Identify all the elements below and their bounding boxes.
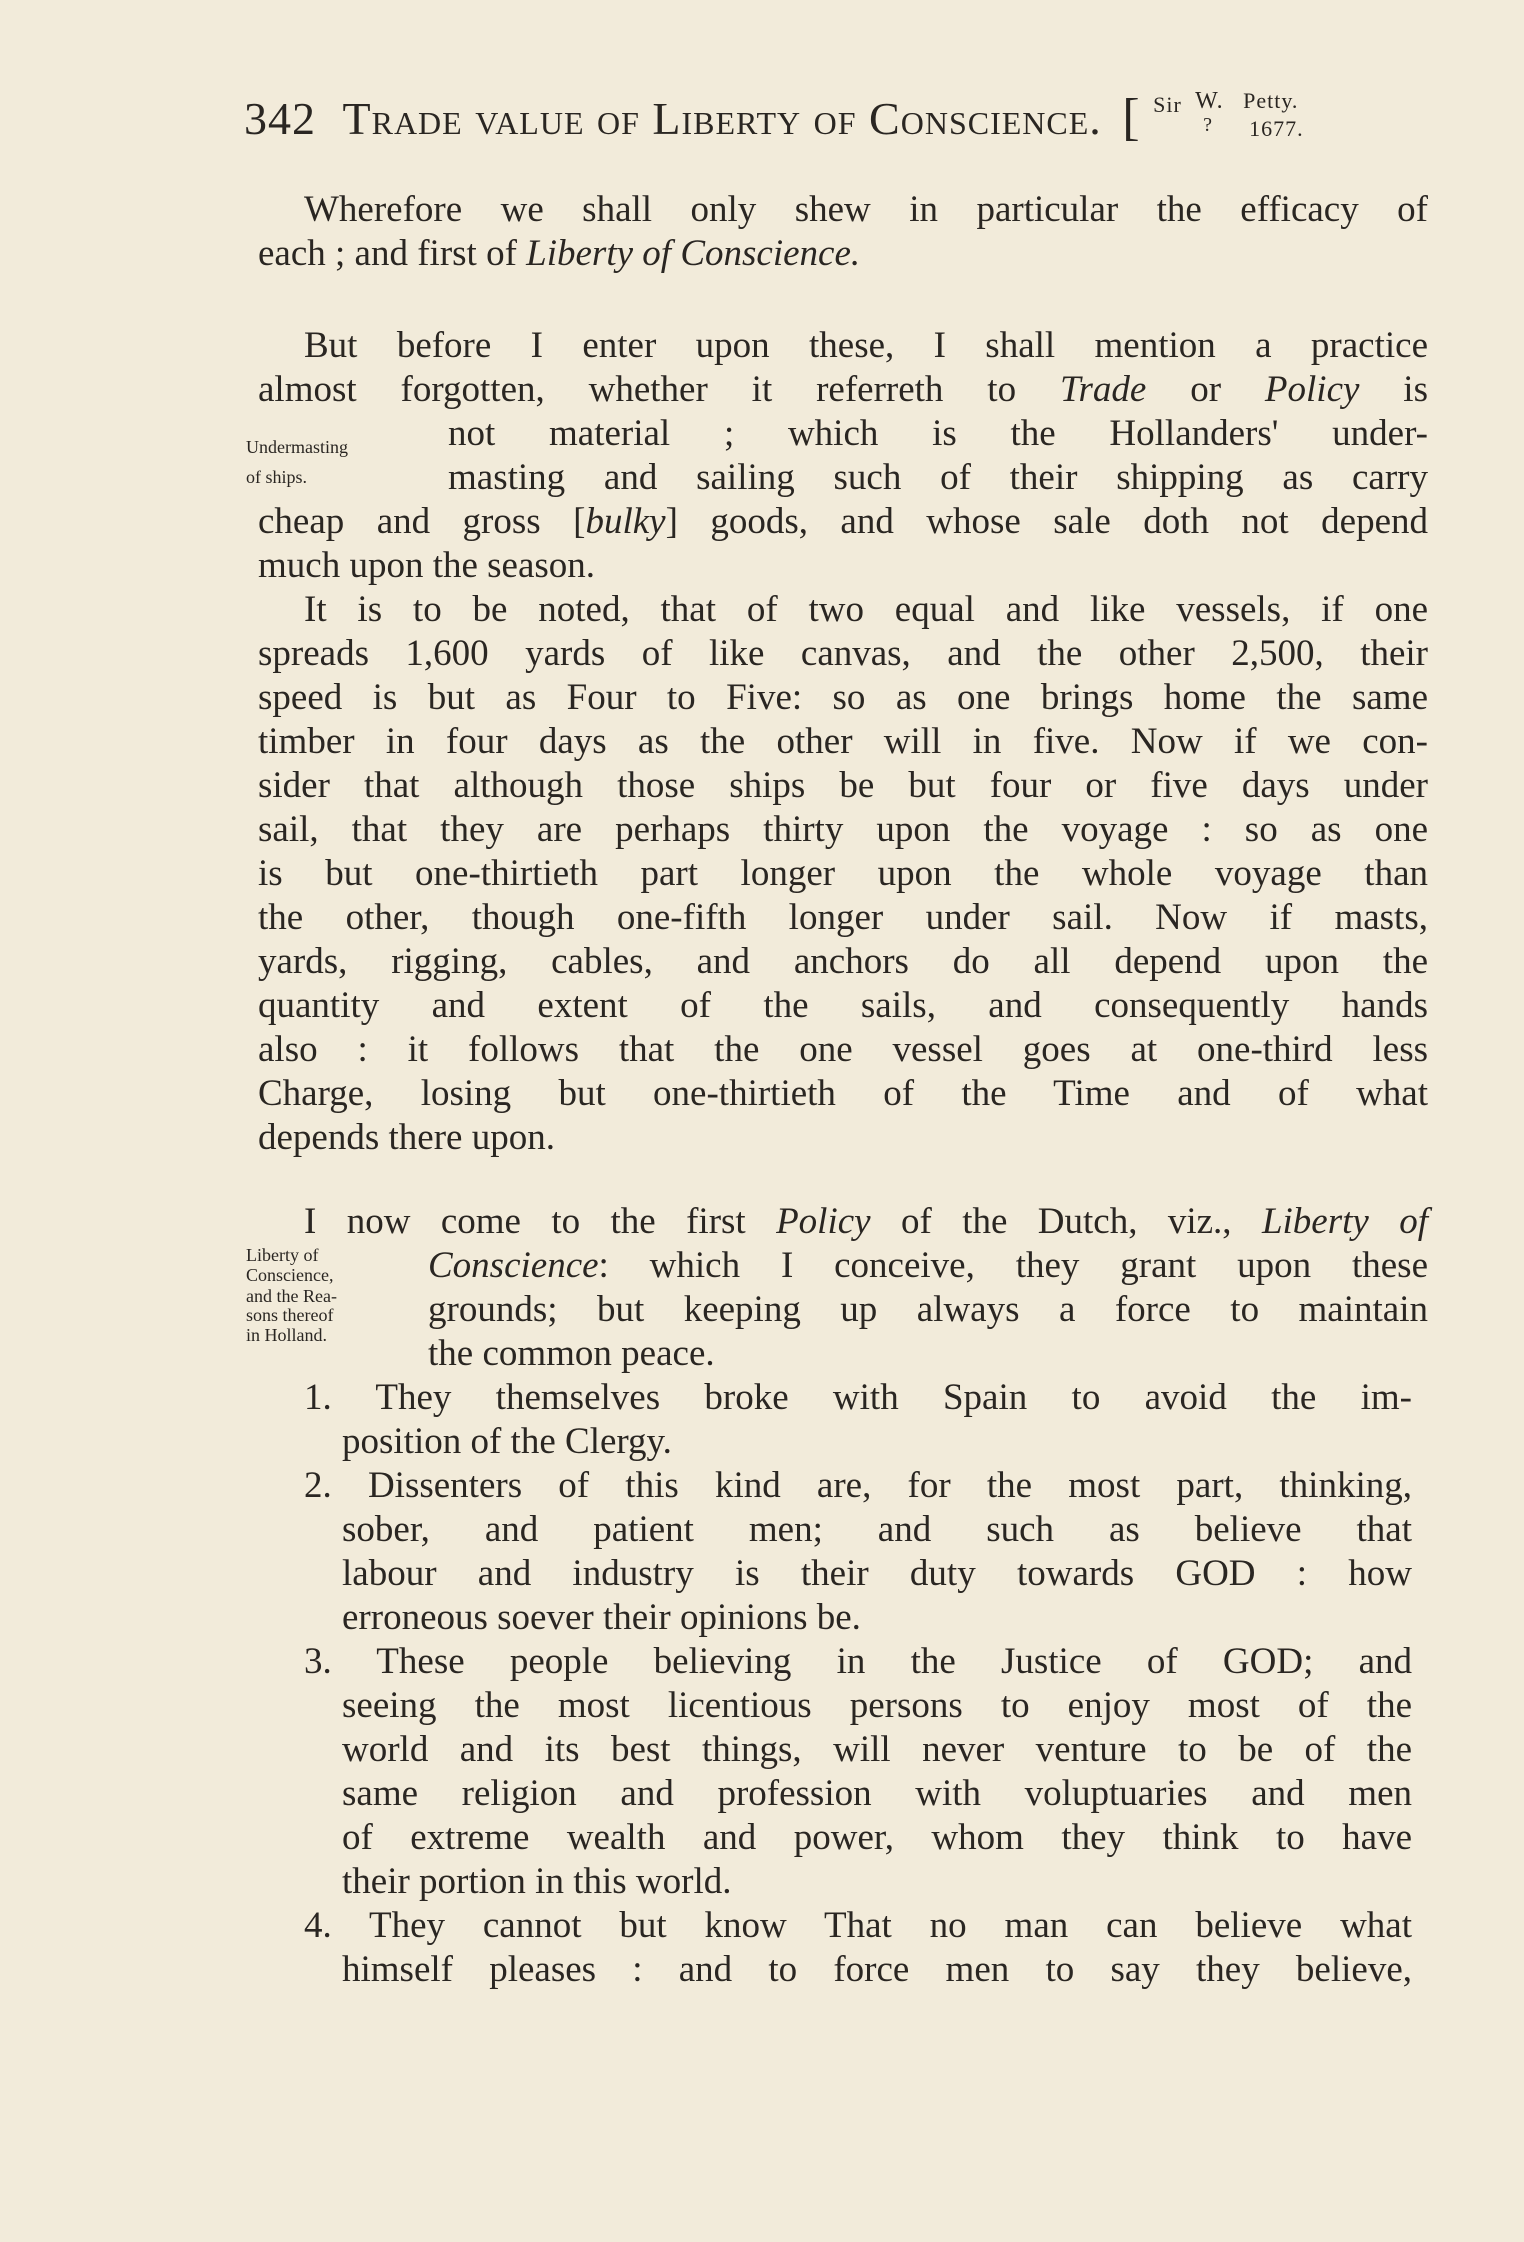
text-line-part: ] goods, and whose sale doth not depend (665, 501, 1428, 542)
margin-note-line: Conscience, (246, 1265, 334, 1285)
text-line: much upon the season. (258, 545, 596, 586)
italic-phrase: Liberty of (1261, 1201, 1428, 1242)
page-number: 342 (244, 93, 316, 144)
text-line: sail, that they are perhaps thirty upon the voyage : so as one (258, 809, 1428, 850)
text-line: seeing the most licentious persons to enjoy most of the (342, 1685, 1412, 1726)
text-line (258, 368, 1428, 412)
text-line: also : it follows that the one vessel goes at one-third less (258, 1029, 1428, 1070)
paragraph-2 (258, 324, 1428, 588)
text-line: depends there upon. (258, 1117, 555, 1158)
margin-note-line: of ships. (246, 467, 308, 487)
list-item (304, 1904, 1412, 1992)
text-line: 1. They themselves broke with Spain to avoid the im- (304, 1377, 1412, 1418)
margin-note-line: Liberty of (246, 1245, 319, 1265)
margin-note-line: sons thereof (246, 1305, 334, 1325)
text-line: 3. These people believing in the Justice of GOD; and (304, 1641, 1412, 1682)
attribution-initial: W. (1195, 88, 1224, 114)
text-line-part: cheap and gross [ (258, 501, 586, 542)
text-line: world and its best things, will never venture to be of the (342, 1729, 1412, 1770)
text-line: It is to be noted, that of two equal and like vessels, if one (304, 589, 1428, 630)
margin-note-liberty (246, 1246, 337, 1346)
text-line-part: or (1146, 369, 1265, 410)
attribution-bracket: [ (1122, 89, 1141, 146)
text-line: position of the Clergy. (342, 1421, 672, 1462)
attribution-sir: Sir (1153, 92, 1182, 117)
text-line (258, 1244, 1428, 1288)
paragraph-3 (258, 588, 1428, 1160)
text-line: 4. They cannot but know That no man can believe what (304, 1905, 1412, 1946)
text-line: erroneous soever their opinions be. (342, 1597, 861, 1638)
italic-phrase: Liberty of Conscience. (526, 233, 861, 274)
text-line: the common peace. (428, 1333, 715, 1374)
attribution-query: ? (1203, 114, 1214, 136)
text-line: Charge, losing but one-thirtieth of the Time and of what (258, 1073, 1428, 1114)
text-line: their portion in this world. (342, 1861, 732, 1902)
text-line: not material ; which is the Hollanders' under- (448, 413, 1428, 454)
text-line (258, 232, 1428, 276)
list-item (304, 1640, 1412, 1904)
text-line: same religion and profession with voluptuaries and men (342, 1773, 1412, 1814)
list-item (304, 1376, 1412, 1464)
italic-word: Trade (1059, 369, 1147, 410)
running-head (244, 88, 1444, 148)
attribution-name: Petty. (1243, 88, 1299, 113)
text-line-part: of the Dutch, viz., (870, 1201, 1262, 1242)
italic-word: bulky (585, 501, 666, 542)
numbered-list (304, 1376, 1412, 1992)
italic-word: Policy (1264, 369, 1360, 410)
paragraph-4 (258, 1200, 1428, 1376)
text-line: 2. Dissenters of this kind are, for the most part, thinking, (304, 1465, 1412, 1506)
italic-word: Policy (776, 1201, 871, 1242)
text-line (258, 1200, 1428, 1244)
text-line-part: is (1359, 369, 1428, 410)
text-line-part: : which I conceive, they grant upon these (598, 1245, 1428, 1286)
italic-word: Conscience (428, 1245, 599, 1286)
text-line: timber in four days as the other will in five. Now if we con- (258, 721, 1428, 762)
margin-note-line: in Holland. (246, 1325, 327, 1345)
text-line: himself pleases : and to force men to say they believe, (342, 1949, 1412, 1990)
attribution-year: 1677. (1249, 116, 1304, 141)
text-line: is but one-thirtieth part longer upon the whole voyage than (258, 853, 1428, 894)
text-line: grounds; but keeping up always a force to maintain (428, 1289, 1428, 1330)
text-line: sober, and patient men; and such as believe that (342, 1509, 1412, 1550)
attribution (1153, 88, 1323, 148)
text-line (258, 500, 1428, 544)
text-line-part: each ; and first of (258, 233, 527, 274)
list-item (304, 1464, 1412, 1640)
text-line: labour and industry is their duty towards GOD : how (342, 1553, 1412, 1594)
text-line: the other, though one-fifth longer under sail. Now if masts, (258, 897, 1428, 938)
margin-note-undermasting (246, 432, 348, 492)
text-line: But before I enter upon these, I shall mention a practice (304, 325, 1428, 366)
text-line-part: almost forgotten, whether it referreth to (258, 369, 1060, 410)
running-title: Trade value of Liberty of Conscience. (342, 93, 1102, 144)
text-line-part: I now come to the first (304, 1201, 777, 1242)
margin-note-line: Undermasting (246, 437, 348, 457)
text-line: speed is but as Four to Five: so as one brings home the same (258, 677, 1428, 718)
text-line: sider that although those ships be but four or five days under (258, 765, 1428, 806)
text-line: quantity and extent of the sails, and consequently hands (258, 985, 1428, 1026)
text-line: of extreme wealth and power, whom they think to have (342, 1817, 1412, 1858)
text-line: yards, rigging, cables, and anchors do all depend upon the (258, 941, 1428, 982)
margin-note-line: and the Rea- (246, 1286, 337, 1306)
text-line: spreads 1,600 yards of like canvas, and the other 2,500, their (258, 633, 1428, 674)
text-line: masting and sailing such of their shipping as carry (448, 457, 1428, 498)
paragraph-1 (258, 188, 1428, 276)
text-line: Wherefore we shall only shew in particular the efficacy of (304, 189, 1428, 230)
